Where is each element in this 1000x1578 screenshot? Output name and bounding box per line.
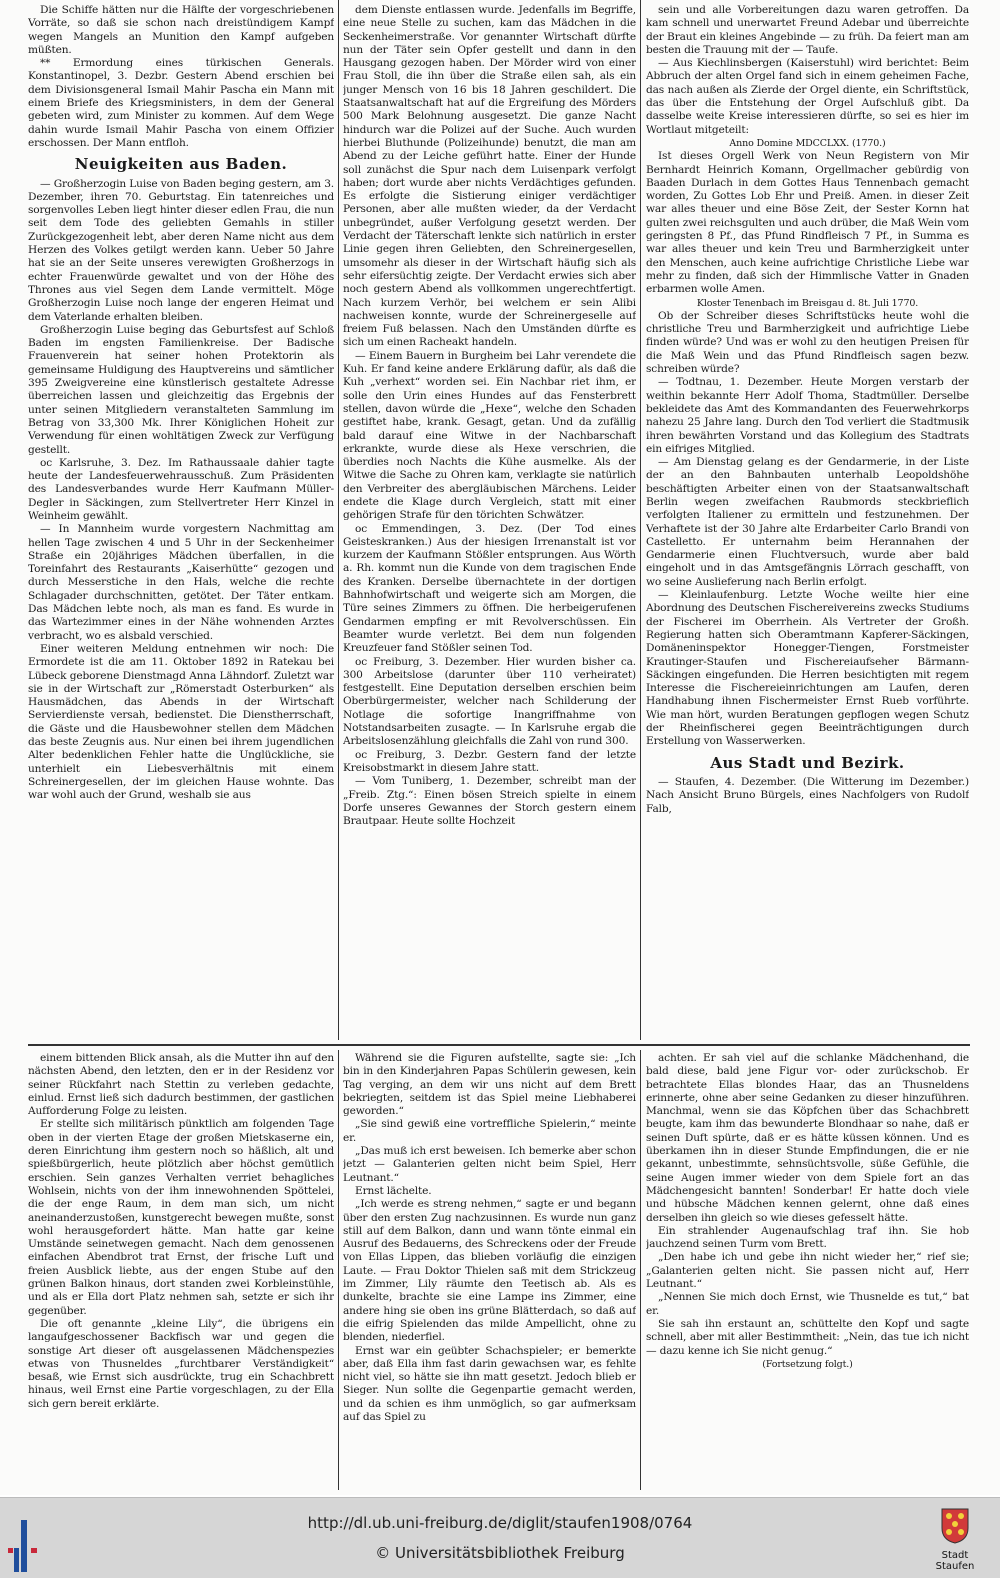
article-paragraph: (Fortsetzung folgt.) <box>762 1358 853 1370</box>
article-paragraph: Er stellte sich militärisch pünktlich am folgenden Tage oben in der vierten Etage der großen Mietskaserne ein, deren Einrichtung ihm gestern noch so häßlich, alt und spießbürgerlich, heute plötzlich aber höchst gemütlich erschien. Sein ganzes Verhalten verriet behagliches Wohlsein, nichts von der ihm innewohnenden Spöttelei, die der enge Raum, in dem man sich, um nicht aneinanderzustoßen, kunstgerecht bewegen mußte, sonst wohl herausgefordert hätte. Man hatte gar keine Umstände seinetwegen gemacht. Nach dem genossenen einfachen Abendbrot trat Ernst, der frische Luft und freien Ausblick liebte, aus der engen Stube auf den grünen Balkon hinaus, dort standen zwei Korbleinstühle, und als er Ella dort Platz nehmen sah, setzte er sich ihr gegenüber. <box>28 1118 334 1317</box>
top-column-3 <box>646 4 969 1044</box>
copyright-text: © Universitätsbibliothek Freiburg <box>375 1544 625 1562</box>
bottom-column-2 <box>343 1052 636 1488</box>
article-paragraph: Ob der Schreiber dieses Schriftstücks heute wohl die christliche Treu und Barmherzigkeit und aufrichtige Liebe finden würde? Und was er wohl zu den heutigen Preisen für die Maß Wein und das Pfund Rindfleisch sagen bezw. schreiben würde? <box>646 309 969 376</box>
article-paragraph: Kloster Tenenbach im Breisgau d. 8t. Juli 1770. <box>696 297 919 309</box>
footer-bar <box>0 1497 1000 1578</box>
article-paragraph: ** Ermordung eines türkischen Generals. Konstantinopel, 3. Dezbr. Gestern Abend erschien bei dem Divisionsgeneral Ismail Mahir Pascha ein Mann mit einem Briefe des Kriegsministers, in dem der General gebeten wird, zum Minister zu kommen. Auf dem Wege dahin wurde Ismail Mahir Pascha von einem Offizier erschossen. Der Mann entfloh. <box>28 57 334 149</box>
bottom-column-1 <box>28 1052 334 1488</box>
column-rule <box>338 1050 339 1490</box>
top-column-2 <box>343 4 636 1044</box>
crest-label: Stadt Staufen <box>935 1550 975 1572</box>
article-paragraph: Ein strahlender Augenaufschlag traf ihn. Sie hob jauchzend seinen Turm vom Brett. <box>646 1224 969 1251</box>
article-paragraph: — Einem Bauern in Burgheim bei Lahr verendete die Kuh. Er fand keine andere Erklärung dafür, als daß die Kuh „verhext“ worden sei. Ein Nachbar riet ihm, er solle den Urin eines Hundes auf das Fensterbrett stellen, davon würde die „Hexe“, welche den Schaden gestiftet habe, krank. Gesagt, getan. Und da zufällig bald darauf eine Witwe in der Nachbarschaft erkrankte, wurde diese als Hexe verschrien, die überdies noch Nachts die Kühe ausmelke. Als der Witwe die Sache zu Ohren kam, verklagte sie natürlich den Verbreiter des abergläubischen Märchens. Leider endete die Klage durch Vergleich, statt mit einer gehörigen Strafe für den törichten Schwätzer. <box>343 349 636 522</box>
article-paragraph: „Sie sind gewiß eine vortreffliche Spielerin,“ meinte er. <box>343 1118 636 1144</box>
article-paragraph: — Großherzogin Luise von Baden beging gestern, am 3. Dezember, ihren 70. Geburtstag. Ein tatenreiches und sorgenvolles Leben liegt hinter dieser edlen Frau, die nun seit dem Tode des geliebten Gemahls in stiller Zurückgezogenheit lebt, aber deren Name nicht aus dem Herzen des Volkes getilgt werden kann. Ueber 50 Jahre hat sie an der Seite unseres verewigten Großherzogs in echter Frauenwürde gewaltet und von der Höhe des Thrones aus viel Segen dem Lande vermittelt. Möge Großherzogin Luise noch lange der engeren Heimat und dem Vaterlande erhalten bleiben. <box>28 177 334 323</box>
article-paragraph: oc Freiburg, 3. Dezbr. Gestern fand der letzte Kreisobstmarkt in diesem Jahre statt. <box>343 748 636 774</box>
section-divider <box>28 1044 970 1046</box>
article-paragraph: sein und alle Vorbereitungen dazu waren getroffen. Da kam schnell und unerwartet Freund Adebar und überreichte der Braut ein kleines Angebinde — zu früh. Da feiert man am besten die Trauung mit der — Taufe. <box>646 4 969 56</box>
article-paragraph: „Das muß ich erst beweisen. Ich bemerke aber schon jetzt — Galanterien gelten nicht beim Spiel, Herr Leutnant.“ <box>343 1145 636 1184</box>
article-paragraph: Die oft genannte „kleine Lily“, die übrigens ein langaufgeschossener Backfisch war und gegen die sonstige Art dieser oft ausgelassenen Mädchenspezies etwas von Thusneldes „furchtbarer Verständigkeit“ besaß, wie Ernst sich ausdrückte, trug ein Schachbrett hinaus, weil Ernst eine Partie vorgeschlagen, zu der Ella sich gern bereit erklärte. <box>28 1317 334 1410</box>
article-paragraph: Sie sah ihn erstaunt an, schüttelte den Kopf und sagte schnell, aber mit aller Bestimmtheit: „Nein, das tue ich nicht — dazu kenne ich Sie nicht genug.“ <box>646 1317 969 1357</box>
article-paragraph: oc Freiburg, 3. Dezember. Hier wurden bisher ca. 300 Arbeitslose (darunter über 110 verheiratet) festgestellt. Eine Deputation derselben erschien beim Oberbürgermeister, welcher nach Schilderung der Notlage die sofortige Inangriffnahme von Notstandsarbeiten zusagte. — In Karlsruhe ergab die Arbeitslosenzählung gleichfalls die Zahl von rund 300. <box>343 655 636 748</box>
article-paragraph: „Ich werde es streng nehmen,“ sagte er und begann über den ersten Zug nachzusinnen. Es wurde nun ganz still auf dem Balkon, dann und wann tönte einmal ein Ausruf des Bedauerns, des Schreckens oder der Freude von Ellas Lippen, das blieben vorläufig die einzigen Laute. — Frau Doktor Thielen saß mit dem Strickzeug im Zimmer, Lily räumte den Teetisch ab. Als es dunkelte, brachte sie eine Lampe ins Zimmer, eine andere hing sie oben ins grüne Blätterdach, so daß auf die eifrig Spielenden das milde Ampellicht, ohne zu blenden, niederfiel. <box>343 1198 636 1344</box>
article-paragraph: — In Mannheim wurde vorgestern Nachmittag am hellen Tage zwischen 4 und 5 Uhr in der Seckenheimer Straße ein 20jähriges Mädchen überfallen, in die Toreinfahrt des Restaurants „Kaiserhütte“ gezogen und durch Messerstiche in den Hals, welche die rechte Schlagader durchschnitten, getötet. Der Täter entkam. Das Mädchen lebte noch, als man es fand. Es wurde in das Wartezimmer eines in der Nähe wohnenden Arztes verbracht, wo es alsbald verschied. <box>28 523 334 642</box>
article-paragraph: einem bittenden Blick ansah, als die Mutter ihn auf den nächsten Abend, den letzten, den er in der Residenz vor seiner Rückfahrt nach Stettin zu verleben gedachte, einlud. Ernst ließ sich dadurch bestimmen, der gastlichen Aufforderung Folge zu leisten. <box>28 1052 334 1118</box>
article-paragraph: Großherzogin Luise beging das Geburtsfest auf Schloß Baden im engsten Familienkreise. Der Badische Frauenverein hat seiner hohen Protektorin als gemeinsame Huldigung des Hauptvereins und sämtlicher 395 Zweigvereine eine künstlerisch gestaltete Adresse überreichen lassen und gleichzeitig das Ergebnis der unter seinen Mitgliedern veranstalteten Sammlung im Betrag von 33,300 Mk. Ihrer Königlichen Hoheit zur Verwendung für einen wohltätigen Zweck zur Verfügung gestellt. <box>28 323 334 456</box>
article-paragraph: Während sie die Figuren aufstellte, sagte sie: „Ich bin in den Kinderjahren Papas Schülerin gewesen, kein Tag verging, an dem wir uns nicht auf dem Brett bekriegten, seitdem ist das Spiel meine Liebhaberei geworden.“ <box>343 1052 636 1118</box>
bottom-column-3 <box>646 1052 969 1488</box>
column-rule <box>640 0 641 1040</box>
article-paragraph: — Vom Tuniberg, 1. Dezember, schreibt man der „Freib. Ztg.“: Einen bösen Streich spielte in einem Dorfe unseres Gewannes der Storch gestern einem Brautpaar. Heute sollte Hochzeit <box>343 775 636 828</box>
article-paragraph: Ernst lächelte. <box>355 1184 432 1197</box>
article-paragraph: — Am Dienstag gelang es der Gendarmerie, in der Liste der an den Bahnbauten unterhalb Leopoldshöhe beschäftigten Arbeiter einen von der Staatsanwaltschaft Berlin wegen zweifachen Raubmords steckbrieflich verfolgten Italiener zu ermitteln und festzunehmen. Der Verhaftete ist der 30 Jahre alte Erdarbeiter Carlo Brandi von Castelletto. Er unternahm beim Herannahen der Gendarmerie einen Fluchtversuch, wurde aber bald eingeholt und in das Amtsgefängnis Lörrach geschafft, von wo seine Auslieferung nach Berlin erfolgt. <box>646 456 969 588</box>
article-paragraph: achten. Er sah viel auf die schlanke Mädchenhand, die bald diese, bald jene Figur vor- oder zurückschob. Er betrachtete Ellas blondes Haar, das an Thusneldens erinnerte, ohne aber seine Gedanken zu dieser hinzuführen. Manchmal, wenn sie das Köpfchen über das Schachbrett beugte, kam ihm das bewunderte Blondhaar so nahe, daß er seinen Duft spürte, daß er es hätte küssen können. Und es überkamen ihn in dieser Stunde Empfindungen, die er nie gekannt, unbestimmte, sehnsüchtsvolle, süße Gefühle, die seine Augen immer wieder von dem Spiele fort an das Mädchengesicht bannten! Sonderbar! Er hatte doch viele und hübsche Mädchen kennen gelernt, ohne daß eines derselben ihn gleich so wie dieses gefesselt hätte. <box>646 1052 969 1224</box>
article-paragraph: „Den habe ich und gebe ihn nicht wieder her,“ rief sie; „Galanterien gelten nicht. Sie passen nicht auf, Herr Leutnant.“ <box>646 1251 969 1291</box>
section-heading: Aus Stadt und Bezirk. <box>710 753 905 772</box>
article-paragraph: dem Dienste entlassen wurde. Jedenfalls im Begriffe, eine neue Stelle zu suchen, kam das Mädchen in die Seckenheimerstraße. Vor genannter Wirtschaft dürfte nun der Täter sein Opfer gestellt und dann in den Hausgang gezogen haben. Der Mörder wird von einer Frau Stoll, die ihn über die Straße eilen sah, als ein junger Mensch von 16 bis 18 Jahren geschildert. Die Staatsanwaltschaft hat auf die Ergreifung des Mörders 500 Mark Belohnung ausgesetzt. Die ganze Nacht hindurch war die Polizei auf der Suche. Auch wurden hierbei Bluthunde (Polizeihunde) benutzt, die man am Abend zu der Leiche geführt hatte. Einer der Hunde soll zunächst die Spur nach dem Luisenpark verfolgt haben; dort wurde aber nichts Verdächtiges gefunden. Es erfolgte die Sistierung einiger verdächtiger Personen, aber alle mußten wieder, da der Verdacht unbegründet, außer Verfolgung gesetzt werden. Der Verdacht der Täterschaft lenkte sich natürlich in erster Linie gegen ihren Geliebten, den Schreinergesellen, umsomehr als dieser in der Wirtschaft häufig sich als sehr eifersüchtig zeigte. Der Verdacht erwies sich aber noch gestern Abend als vollkommen ungerechtfertigt. Nach kurzem Verhör, bei welchem er sein Alibi nachweisen konnte, wurde der Schreinergeselle auf freiem Fuß belassen. Nach den Umständen dürfte es sich um einen Racheakt handeln. <box>343 4 636 349</box>
section-heading: Neuigkeiten aus Baden. <box>74 155 288 174</box>
article-paragraph: — Kleinlaufenburg. Letzte Woche weilte hier eine Abordnung des Deutschen Fischereivereins zwecks Studiums der Fischerei im Oberrhein. Als Vertreter der Großh. Regierung hatten sich Oberamtmann Kapferer-Säckingen, Domäneninspektor Honegger-Tiengen, Forstmeister Krautinger-Staufen und Fischereiaufseher Bärmann-Säckingen eingefunden. Die Herren besichtigten mit regem Interesse die Fischereieinrichtungen am Laufen, deren Handhabung ihnen Fischermeister Ernst Rueb vorführte. Wie man hört, wurden Beratungen gepflogen wegen Schutz der Rheinfischerei gegen Beeinträchtigungen durch Erstellung von Wasserwerken. <box>646 589 969 748</box>
article-paragraph: „Nennen Sie mich doch Ernst, wie Thusnelde es tut,“ bat er. <box>646 1291 969 1317</box>
article-paragraph: oc Karlsruhe, 3. Dez. Im Rathaussaale dahier tagte heute der Landesfeuerwehrausschuß. Zum Präsidenten des Landesverbandes wurde Herr Kaufmann Müller-Degler in Säckingen, zum Stellvertreter Herr Kinzel in Weinheim gewählt. <box>28 456 334 522</box>
article-paragraph: Einer weiteren Meldung entnehmen wir noch: Die Ermordete ist die am 11. Oktober 1892 in Ratekau bei Lübeck geborene Dienstmagd Anna Lähndorf. Zuletzt war sie in der Wirtschaft zur „Römerstadt Osterburken“ als Hausmädchen, das Abends in der Wirtschaft Servierdienste versah, bedienstet. Die Dienstherrschaft, die Gäste und die Hausbewohner stellen dem Mädchen das beste Zeugnis aus. Nur einen bei ihrem jugendlichen Alter bedenklichen Fehler hatte die Unglückliche, sie unterhielt ein Liebesverhältnis mit einem Schreinergesellen, der im gleichen Hause wohnte. Das war wohl auch der Grund, weshalb sie aus <box>28 642 334 802</box>
article-paragraph: Ernst war ein geübter Schachspieler; er bemerkte aber, daß Ella ihm fast darin gewachsen war, es fehlte nicht viel, so hätte sie ihn matt gesetzt. Jedoch blieb er Sieger. Nun sollte die Gegenpartie gemacht werden, und da schien es ihm unmöglich, so gar aufmerksam auf das Spiel zu <box>343 1344 636 1424</box>
top-column-1 <box>28 4 334 1044</box>
column-rule <box>338 0 339 1040</box>
source-url-link[interactable]: http://dl.ub.uni-freiburg.de/diglit/staufen1908/0764 <box>307 1514 693 1532</box>
coat-of-arms-icon <box>941 1508 969 1544</box>
article-paragraph: Die Schiffe hätten nur die Hälfte der vorgeschriebenen Vorräte, so daß sie schon nach dreistündigem Kampf wegen Mangels an Munition den Kampf aufgeben müßten. <box>28 4 334 56</box>
article-paragraph: Ist dieses Orgell Werk von Neun Registern von Mir Bernhardt Heinrich Komann, Orgellmacher gebürdig von Baaden Durlach in dem Gottes Haus Tennenbach gemacht worden, Zu Gottes Lob Ehr und Preiß. Amen. in dieser Zeit war alles theuer und eine Böse Zeit, der Sester Kornn hat gulten zwei reichsgulten und auch drüber, die Maß Wein vom geringsten 8 Pf., das Pfund Rindfleisch 7 Pf., in Summa es war alles theuer und kein Treu und Barmherzigkeit unter den Menschen, auch keine aufrichtige Christliche Liebe war mehr zu finden, daß sich der Himmlische Vatter in Gnaden erbarmen wolle Amen. <box>646 150 969 296</box>
column-rule <box>640 1050 641 1490</box>
article-paragraph: Anno Domine MDCCLXX. (1770.) <box>729 137 886 149</box>
article-paragraph: — Todtnau, 1. Dezember. Heute Morgen verstarb der weithin bekannte Herr Adolf Thoma, Stadtmüller. Derselbe bekleidete das Amt des Kommandanten des Feuerwehrkorps nahezu 25 Jahre lang. Durch den Tod verliert die Stadtmusik ihren bewährten Vorstand und das Kollegium des Stadtrats ein eifriges Mitglied. <box>646 376 969 455</box>
article-paragraph: oc Emmendingen, 3. Dez. (Der Tod eines Geisteskranken.) Aus der hiesigen Irrenanstalt ist vor kurzem der Kaufmann Stößler entsprungen. Aus Wörth a. Rh. kommt nun die Kunde von dem tragischen Ende des Kranken. Derselbe übernachtete in der dortigen Bahnhofwirtschaft und weigerte sich am Morgen, die Türe seines Zimmers zu öffnen. Die herbeigerufenen Gendarmen empfing er mit Revolverschüssen. Ein Beamter wurde verletzt. Bei dem nun folgenden Kreuzfeuer fand Stößler seinen Tod. <box>343 522 636 655</box>
article-paragraph: — Aus Kiechlinsbergen (Kaiserstuhl) wird berichtet: Beim Abbruch der alten Orgel fand sich in einem geheimen Fache, das nach außen als Zierde der Orgel diente, ein Schriftstück, das über die Entstehung der Orgel Aufschluß gibt. Da dasselbe weite Kreise interessieren dürfte, so sei es hier im Wortlaut mitgeteilt: <box>646 57 969 136</box>
city-crest <box>925 1508 985 1574</box>
article-paragraph: — Staufen, 4. Dezember. (Die Witterung im Dezember.) Nach Ansicht Bruno Bürgels, eines Nachfolgers von Rudolf Falb, <box>646 775 969 815</box>
